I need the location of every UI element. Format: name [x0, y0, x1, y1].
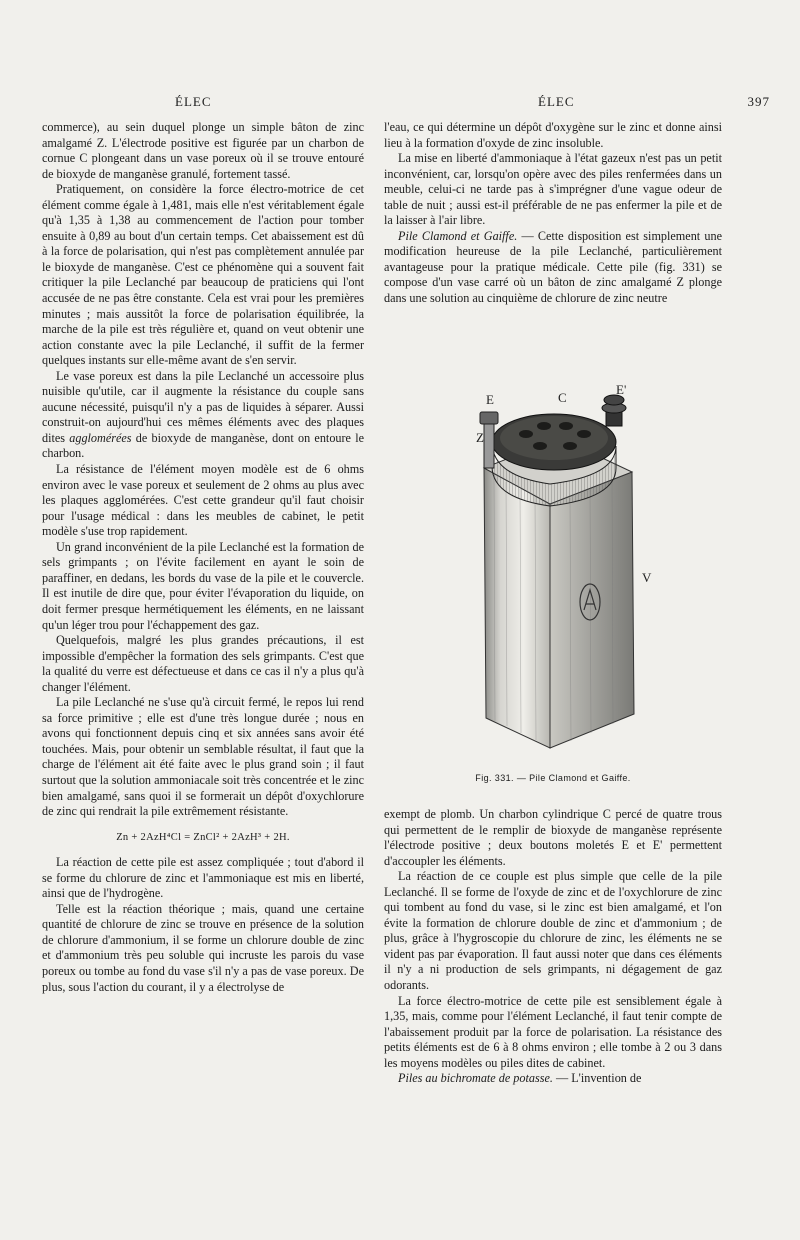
- paragraph: exempt de plomb. Un charbon cylindrique C percé de quatre trous qui permettent de le remplir de bioxyde de manganèse représente l'électrode positive ; deux boutons moletés E et E' permettent d'accoupler les éléments.: [384, 807, 722, 868]
- paragraph: Telle est la réaction théorique ; mais, quand une certaine quantité de chlorure de zinc se trouve en présence de la solution de chlorure d'ammonium, il se forme un chlorure double de zinc et d'ammonium très peu soluble qui incruste les parois du vase poreux ou tombe au fond du vase s'il n'y a pas de vase poreux. De plus, sous l'action du courant, il y a électrolyse de: [42, 901, 364, 994]
- label-z: Z: [476, 430, 484, 445]
- running-head-left: ÉLEC: [175, 94, 212, 109]
- label-e-prime: E': [616, 382, 627, 397]
- paragraph: Pile Clamond et Gaiffe. — Cette disposition est simplement une modification heureuse de la pile Leclanché, particulièrement avantageuse pour la pratique médicale. Cette pile (fig. 331) se compose d'un vase carré où un bâton de zinc amalgamé Z plonge dans une solution au cinquième de chlorure de zinc neutre: [384, 228, 722, 306]
- running-head: [40, 94, 770, 114]
- right-column-bottom: [384, 807, 722, 1087]
- paragraph: La résistance de l'élément moyen modèle est de 6 ohms environ avec le vase poreux et seulement de 2 ohms au plus avec les plaques agglomérées. C'est cette grandeur qu'il faut choisir pour l'usage médical : dans les meubles de cabinet, le petit modèle s'use trop rapidement.: [42, 462, 364, 539]
- paragraph: La force électro-motrice de cette pile est sensiblement égale à 1,35, mais, comme pour l'élément Leclanché, il faut tenir compte de l'abaissement produit par la force de polarisation. La résistance des petits éléments est de 6 à 8 ohms environ ; elle tombe à 2 ou 3 dans les moyens modèles ou piles dites de cabinet.: [384, 993, 722, 1070]
- right-column-top: [384, 120, 722, 307]
- paragraph: La pile Leclanché ne s'use qu'à circuit fermé, le repos lui rend sa force primitive ; elle est d'une très longue durée ; nous en avons qui fonctionnent depuis cinq et six années sans avoir été touchées. Mais, pour obtenir un semblable résultat, il faut que la charge de l'élément ait été faite avec le plus grand soin ; il faut surtout que la solution ammoniacale soit très concentrée et le zinc bien amalgamé, sans quoi il se formerait un dépôt d'oxychlorure de zinc qui rendrait la pile extrêmement résistante.: [42, 695, 364, 819]
- paragraph: La mise en liberté d'ammoniaque à l'état gazeux n'est pas un petit inconvénient, car, lorsqu'on opère avec des piles renfermées dans un meuble, celui-ci ne tarde pas à s'imprégner d'une vague odeur de table de nuit ; aussi est-il préférable de ne pas enfermer la pile et de la laisser à l'air libre.: [384, 151, 722, 228]
- italic-term: agglomérées: [69, 430, 132, 445]
- label-e: E: [486, 392, 494, 407]
- paragraph: Quelquefois, malgré les plus grandes précautions, il est impossible d'empêcher la formation des sels grimpants. C'est que la qualité du verre est défectueuse et dans ce cas il n'y a plus qu'à changer l'élément.: [42, 633, 364, 694]
- paragraph: Le vase poreux est dans la pile Leclanché un accessoire plus nuisible qu'utile, car il augmente la résistance du couple sans aucune nécessité, puisqu'il n'y a pas de liquides à séparer. Aussi construit-on aujourd'hui ces mêmes éléments avec des plaques dites agglomérées de bioxyde de manganèse, dont on entoure le charbon.: [42, 368, 364, 461]
- figure-caption: Fig. 331. — Pile Clamond et Gaiffe.: [475, 773, 631, 783]
- paragraph: La réaction de cette pile est assez compliquée ; tout d'abord il se forme du chlorure de zinc et l'ammoniaque est mis en liberté, ainsi que de l'hydrogène.: [42, 855, 364, 901]
- paragraph: Piles au bichromate de potasse. — L'invention de: [398, 1071, 642, 1086]
- left-column: [42, 120, 364, 995]
- section-title: Pile Clamond et Gaiffe.: [398, 228, 518, 243]
- battery-engraving: [440, 376, 680, 760]
- running-head-center: ÉLEC: [538, 94, 575, 109]
- paragraph: Pratiquement, on considère la force électro-motrice de cet élément comme égale à 1,481, mais elle n'est véritablement égale qu'à 1,35 à 1,38 au commencement de l'action pour tomber ensuite à 0,89 au bout d'un certain temps. Cet abaissement est dû à la force de polarisation, qui n'est pas complètement annulée par le bioxyde de manganèse. C'est ce phénomène qui a souvent fait critiquer la pile Leclanché par beaucoup de praticiens qui l'ont accusée de ne pas être constante. Cela est vrai pour les premières minutes ; mais aussitôt la force de polarisation équilibrée, la marche de la pile est très régulière et, quand on veut obtenir une action constante avec la pile Leclanché, il suffit de la fermer quelques instants sur elle-même avant de s'en servir.: [42, 182, 364, 368]
- paragraph: l'eau, ce qui détermine un dépôt d'oxygène sur le zinc et donne ainsi lieu à la formation d'oxyde de zinc insoluble.: [384, 120, 722, 150]
- paragraph: commerce), au sein duquel plonge un simple bâton de zinc amalgamé Z. L'électrode positive est figurée par un charbon de cornue C plongeant dans un vase poreux où il se trouve entouré de bioxyde de manganèse granulé, fortement tassé.: [42, 120, 364, 181]
- page-number: 397: [747, 94, 770, 109]
- paragraph: La réaction de ce couple est plus simple que celle de la pile Leclanché. Il se forme de l'oxyde de zinc et de l'oxychlorure de zinc qui tombent au fond du vase, si le zinc est bien amalgamé, et l'on évite la formation de chlorure double de zinc et d'ammonium ; de plus, grâce à l'hygroscopie du chlorure de zinc, les éléments ne se vident pas par évaporation. Il faut aussi noter que dans ces éléments il n'y a ni production de sels grimpants, ni dégagement de gaz odorants.: [384, 869, 722, 993]
- label-v: V: [642, 570, 652, 585]
- paragraph: Un grand inconvénient de la pile Leclanché est la formation de sels grimpants ; on l'évite facilement en ayant le soin de paraffiner, en dedans, les bords du vase de la pile et le couvercle. Il est inutile de dire que, pour éviter l'évaporation du liquide, on doit fermer presque hermétiquement les éléments, en ne laissant qu'un léger trou pour l'échappement des gaz.: [42, 539, 364, 632]
- battery-illustration: [440, 376, 680, 760]
- section-title: Piles au bichromate de potasse.: [398, 1071, 553, 1086]
- label-c: C: [558, 390, 567, 405]
- chemical-formula: Zn + 2AzH⁴Cl = ZnCl² + 2AzH³ + 2H.: [116, 831, 290, 843]
